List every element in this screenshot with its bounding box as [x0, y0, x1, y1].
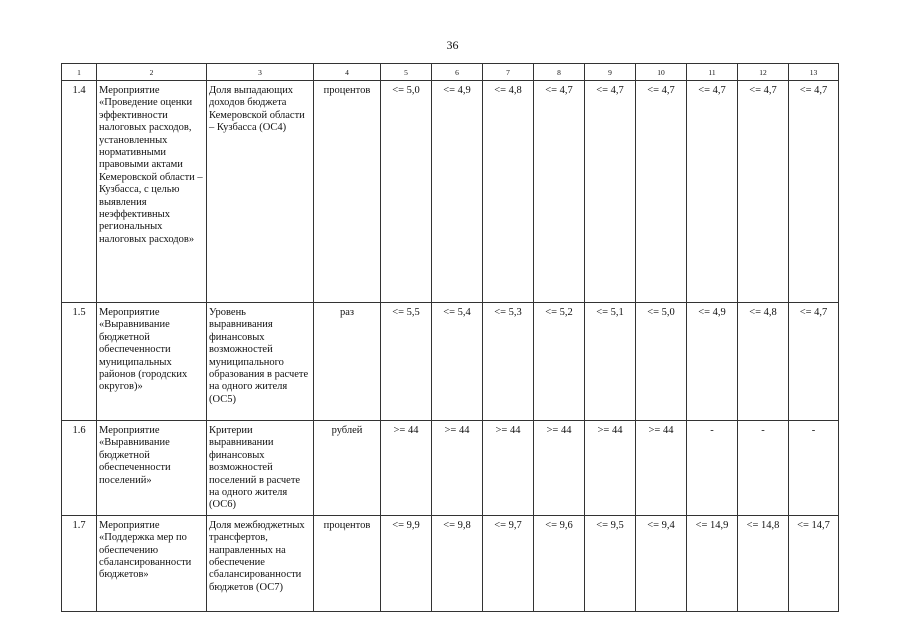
value-cell: <= 9,6 — [534, 515, 585, 611]
value-cell: - — [738, 421, 789, 516]
value-cell: - — [789, 421, 839, 516]
indicator-cell: Доля выпадающих доходов бюджета Кемеровской области – Кузбасса (ОС4) — [207, 81, 314, 303]
column-number-row — [62, 64, 839, 81]
indicator-cell: Критерии выравнивании финансовых возможностей поселений в расчете на одного жителя (ОС6) — [207, 421, 314, 516]
event-cell: Мероприятие «Поддержка мер по обеспечению сбалансированности бюджетов» — [97, 515, 207, 611]
column-number: 8 — [534, 64, 585, 81]
value-cell: <= 4,7 — [789, 303, 839, 421]
value-cell: <= 9,9 — [381, 515, 432, 611]
unit-cell: рублей — [314, 421, 381, 516]
row-number: 1.5 — [62, 303, 97, 421]
value-cell: >= 44 — [534, 421, 585, 516]
value-cell: <= 9,5 — [585, 515, 636, 611]
value-cell: <= 4,9 — [687, 303, 738, 421]
value-cell: <= 9,7 — [483, 515, 534, 611]
value-cell: <= 5,5 — [381, 303, 432, 421]
column-number: 10 — [636, 64, 687, 81]
value-cell: <= 5,3 — [483, 303, 534, 421]
value-cell: <= 4,7 — [534, 81, 585, 303]
value-cell: >= 44 — [585, 421, 636, 516]
value-cell: <= 5,2 — [534, 303, 585, 421]
value-cell: <= 4,7 — [636, 81, 687, 303]
column-number: 5 — [381, 64, 432, 81]
value-cell: <= 4,7 — [738, 81, 789, 303]
value-cell: <= 4,7 — [585, 81, 636, 303]
value-cell: >= 44 — [381, 421, 432, 516]
value-cell: <= 4,8 — [483, 81, 534, 303]
table-row — [62, 421, 839, 516]
unit-cell: процентов — [314, 81, 381, 303]
row-number: 1.7 — [62, 515, 97, 611]
column-number: 3 — [207, 64, 314, 81]
row-number: 1.4 — [62, 81, 97, 303]
value-cell: >= 44 — [432, 421, 483, 516]
table-row — [62, 515, 839, 611]
column-number: 11 — [687, 64, 738, 81]
column-number: 1 — [62, 64, 97, 81]
value-cell: <= 9,8 — [432, 515, 483, 611]
value-cell: <= 4,8 — [738, 303, 789, 421]
value-cell: <= 4,7 — [687, 81, 738, 303]
indicator-cell: Доля межбюджетных трансфертов, направленных на обеспечение сбалансированности бюджетов (ОС7) — [207, 515, 314, 611]
unit-cell: раз — [314, 303, 381, 421]
column-number: 13 — [789, 64, 839, 81]
column-number: 12 — [738, 64, 789, 81]
column-number: 2 — [97, 64, 207, 81]
column-number: 6 — [432, 64, 483, 81]
value-cell: <= 14,8 — [738, 515, 789, 611]
value-cell: <= 5,4 — [432, 303, 483, 421]
value-cell: <= 5,0 — [636, 303, 687, 421]
page-number: 36 — [446, 38, 459, 52]
event-cell: Мероприятие «Выравнивание бюджетной обеспеченности муниципальных районов (городских округов)» — [97, 303, 207, 421]
column-number: 9 — [585, 64, 636, 81]
event-cell: Мероприятие «Проведение оценки эффективности налоговых расходов, установленных нормативными правовыми актами Кемеровской области – Кузбасса, с целью выявления неэффективных региональных налоговых расходов» — [97, 81, 207, 303]
value-cell: <= 14,7 — [789, 515, 839, 611]
row-number: 1.6 — [62, 421, 97, 516]
value-cell: <= 9,4 — [636, 515, 687, 611]
value-cell: <= 5,0 — [381, 81, 432, 303]
value-cell: - — [687, 421, 738, 516]
event-cell: Мероприятие «Выравнивание бюджетной обеспеченности поселений» — [97, 421, 207, 516]
value-cell: <= 4,9 — [432, 81, 483, 303]
column-number: 7 — [483, 64, 534, 81]
table-row — [62, 303, 839, 421]
unit-cell: процентов — [314, 515, 381, 611]
value-cell: <= 5,1 — [585, 303, 636, 421]
indicator-cell: Уровень выравнивания финансовых возможностей муниципального образования в расчете на одного жителя (ОС5) — [207, 303, 314, 421]
value-cell: >= 44 — [636, 421, 687, 516]
value-cell: <= 14,9 — [687, 515, 738, 611]
indicators-table — [61, 63, 839, 612]
column-number: 4 — [314, 64, 381, 81]
table-row — [62, 81, 839, 303]
value-cell: <= 4,7 — [789, 81, 839, 303]
value-cell: >= 44 — [483, 421, 534, 516]
